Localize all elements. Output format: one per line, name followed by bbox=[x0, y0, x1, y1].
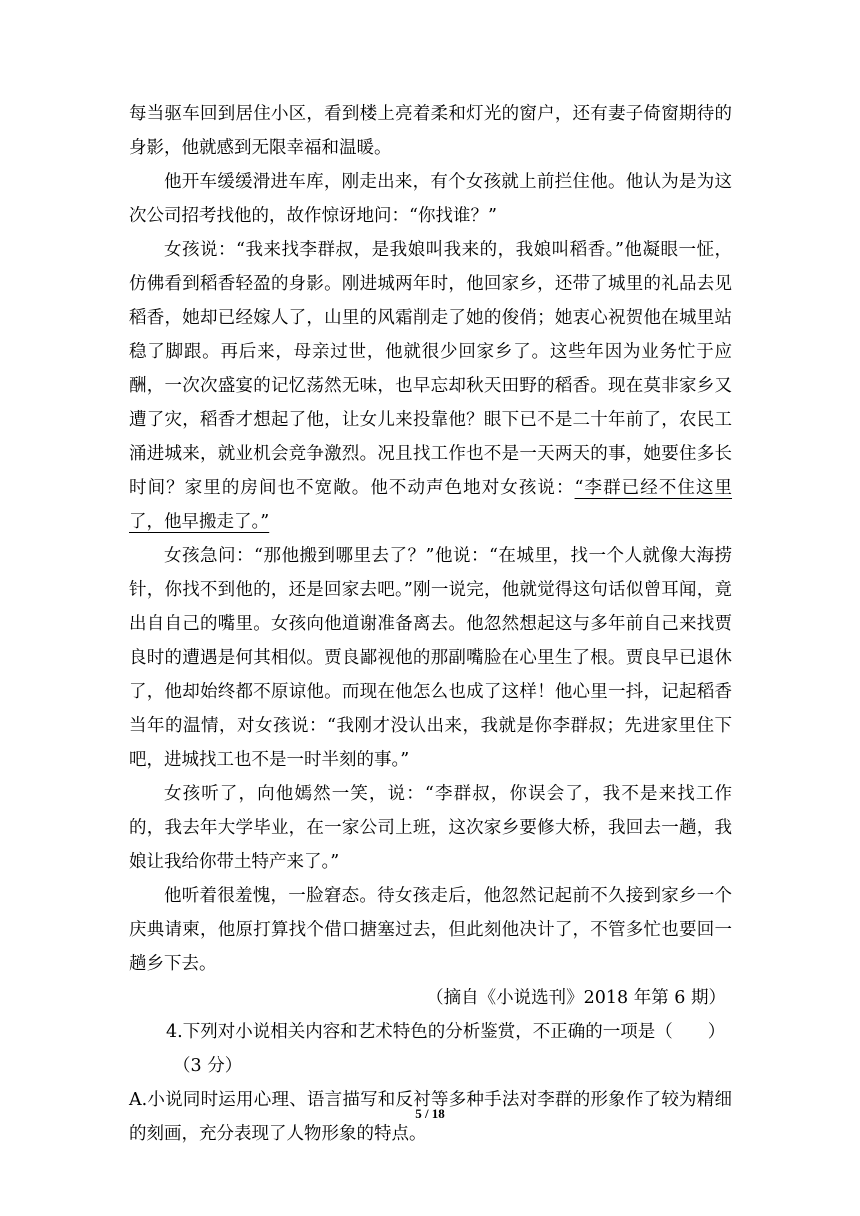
question-stem: 4.下列对小说相关内容和艺术特色的分析鉴赏，不正确的一项是（ ） bbox=[166, 1022, 726, 1042]
question-points: （3 分） bbox=[173, 1056, 243, 1076]
option-a: A.小说同时运用心理、语言描写和反衬等多种手法对李群的形象作了较为精细的刻画，充分表现了人物形象的特点。 bbox=[129, 1090, 732, 1144]
underlined-quote: “李群已经不住这里了，他早搬走了。” bbox=[129, 478, 733, 532]
paragraph-ending: 他听着很羞愧，一脸窘态。待女孩走后，他忽然记起前不久接到家乡一个庆典请柬，他原打算找个借口搪塞过去，但此刻他决计了，不管多忙也要回一趟乡下去。 bbox=[129, 886, 732, 974]
paragraph-daoxiang-text: 女孩说：“我来找李群叔，是我娘叫我来的，我娘叫稻香。”他凝眼一怔，仿佛看到稻香轻盈的身影。刚进城两年时，他回家乡，还带了城里的礼品去见稻香，她却已经嫁人了，山里的风霜削走了她的俊俏；她衷心祝贺他在城里站稳了脚跟。再后来，母亲过世，他就很少回家乡了。这些年因为业务忙于应酬，一次次盛宴的记忆荡然无味，也早忘却秋天田野的稻香。现在莫非家乡又遭了灾，稻香才想起了他，让女儿来投靠他？眼下已不是二十年前了，农民工涌进城来，就业机会竞争激烈。况且找工作也不是一天两天的事，她要住多长时间？家里的房间也不宽敞。他不动声色地对女孩说： bbox=[129, 240, 732, 498]
document-body bbox=[129, 97, 732, 1151]
page-number: 5 / 18 bbox=[415, 1106, 445, 1121]
paragraph-reflection: 女孩急问：“那他搬到哪里去了？”他说：“在城里，找一个人就像大海捞针，你找不到他的，还是回家去吧。”刚一说完，他就觉得这句话似曾耳闻，竟出自自己的嘴里。女孩向他道谢准备离去。他忽然想起这与多年前自己来找贾良时的遭遇是何其相似。贾良鄙视他的那副嘴脸在心里生了根。贾良早已退休了，他却始终都不原谅他。而现在他怎么也成了这样！他心里一抖，记起稻香当年的温情，对女孩说：“我刚才没认出来，我就是你李群叔；先进家里住下吧，进城找工也不是一时半刻的事。” bbox=[129, 546, 732, 770]
paragraph-girl-reply: 女孩听了，向他嫣然一笑，说：“李群叔，你误会了，我不是来找工作的，我去年大学毕业，在一家公司上班，这次家乡要修大桥，我回去一趟，我娘让我给你带土特产来了。” bbox=[129, 784, 732, 872]
paragraph-opening: 每当驱车回到居住小区，看到楼上亮着柔和灯光的窗户，还有妻子倚窗期待的身影，他就感到无限幸福和温暖。 bbox=[129, 104, 732, 158]
paragraph-daoxiang bbox=[129, 233, 732, 539]
source-citation: （摘自《小说选刊》2018 年第 6 期） bbox=[426, 988, 726, 1008]
paragraph-garage: 他开车缓缓滑进车库，刚走出来，有个女孩就上前拦住他。他认为是为这次公司招考找他的，故作惊讶地问：“你找谁？” bbox=[129, 172, 732, 226]
